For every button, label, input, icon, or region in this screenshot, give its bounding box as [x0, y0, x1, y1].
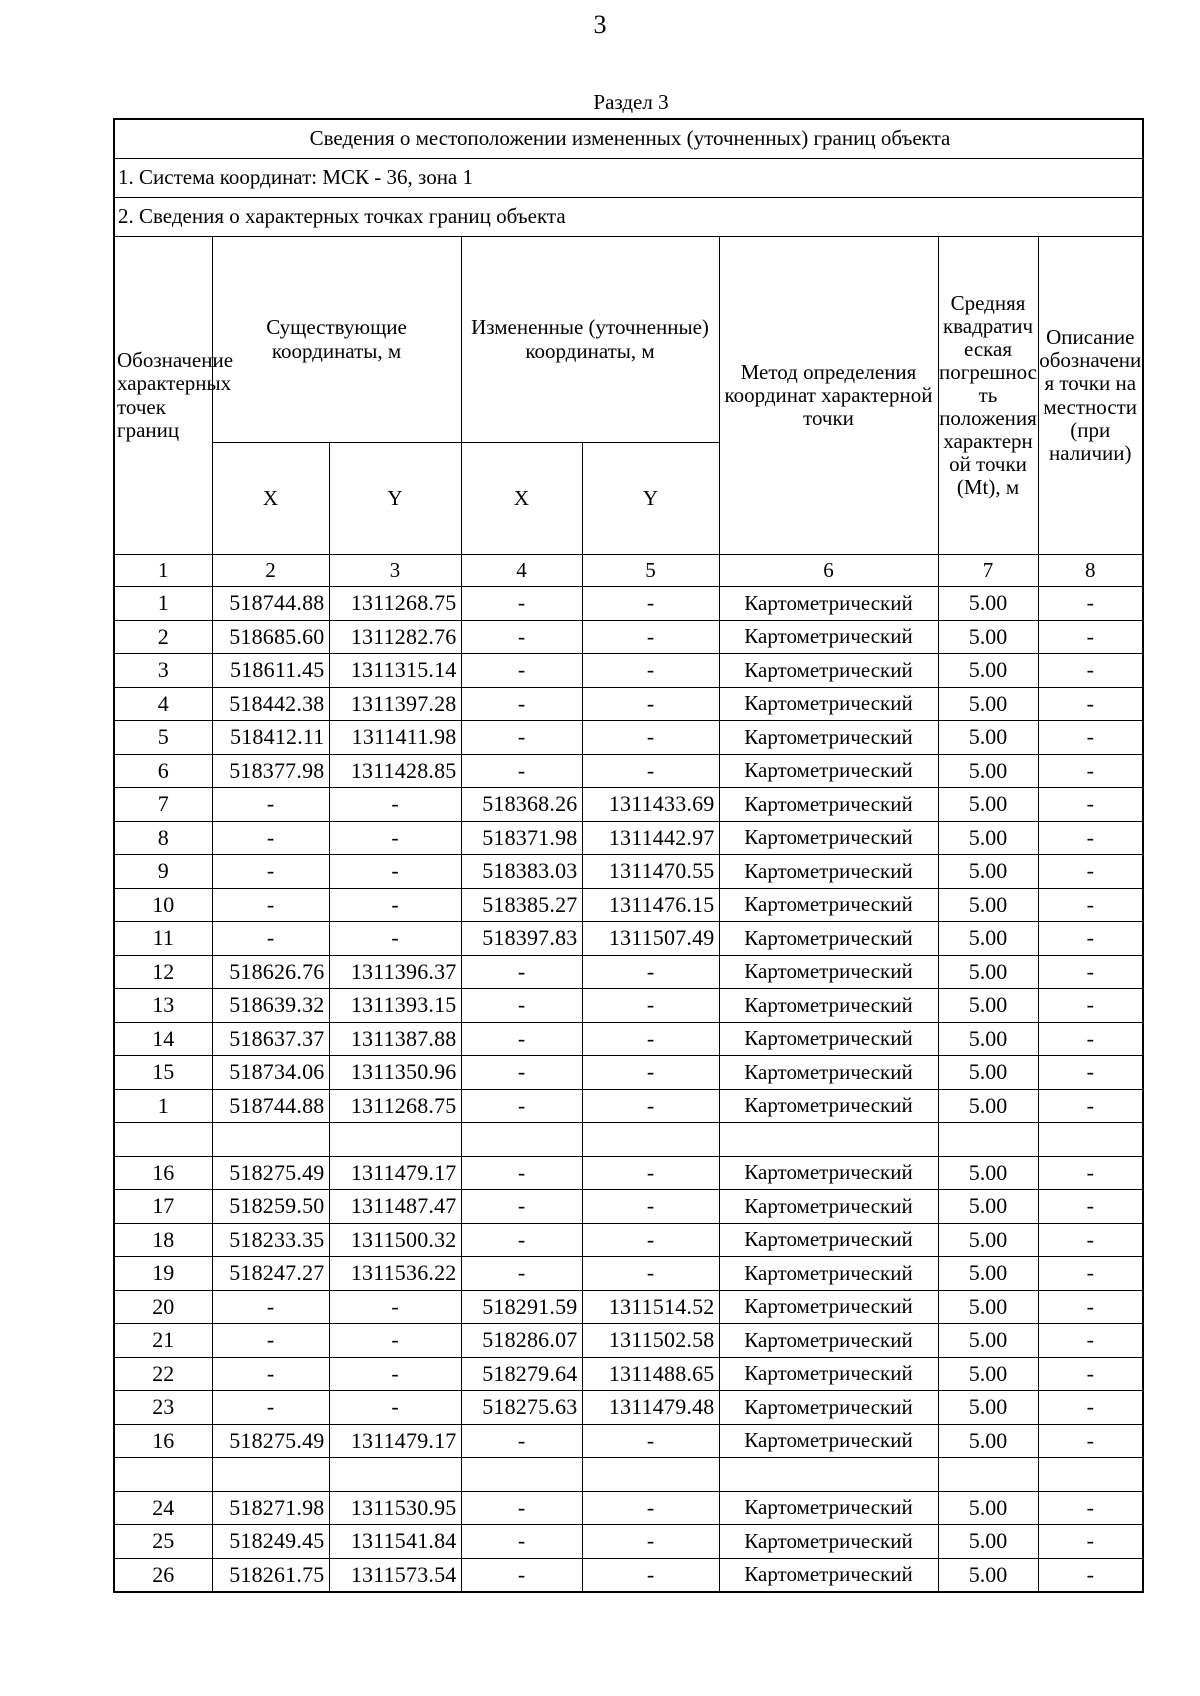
coord-system: 1. Система координат: МСК - 36, зона 1 [114, 159, 1143, 198]
cell-method: Картометрический [719, 721, 938, 755]
header-changed-coords: Измененные (уточненные) координаты, м [461, 237, 719, 443]
cell-error: 5.00 [938, 1156, 1038, 1190]
table-row [114, 687, 1143, 721]
cell-existing-y: 1311479.17 [329, 1156, 461, 1190]
cell-error: 5.00 [938, 821, 1038, 855]
table-row [114, 989, 1143, 1023]
table-body [114, 587, 1143, 1593]
cell-existing-y: - [329, 788, 461, 822]
cell-existing-x: 518247.27 [212, 1257, 329, 1291]
cell-description: - [1038, 1156, 1143, 1190]
cell-error: 5.00 [938, 1257, 1038, 1291]
cell-existing-y: 1311393.15 [329, 989, 461, 1023]
cell-existing-y: 1311487.47 [329, 1190, 461, 1224]
cell-method: Картометрический [719, 955, 938, 989]
cell-existing-x: 518275.49 [212, 1424, 329, 1458]
cell-error: 5.00 [938, 788, 1038, 822]
header-error: Средняя квадратическая погрешность положения характерной точки (Mt), м [938, 237, 1038, 555]
cell-existing-x: 518639.32 [212, 989, 329, 1023]
cell-error: 5.00 [938, 1357, 1038, 1391]
cell-existing-x: 518377.98 [212, 754, 329, 788]
cell-changed-y: - [582, 587, 719, 621]
cell-changed-x: 518279.64 [461, 1357, 582, 1391]
cell-description: - [1038, 721, 1143, 755]
column-number: 4 [461, 555, 582, 587]
cell-point-number: 24 [114, 1491, 212, 1525]
cell-existing-x: 518611.45 [212, 654, 329, 688]
cell-error: 5.00 [938, 922, 1038, 956]
cell-description: - [1038, 1022, 1143, 1056]
cell-changed-x: - [461, 1223, 582, 1257]
cell-error: 5.00 [938, 1022, 1038, 1056]
cell-error: 5.00 [938, 721, 1038, 755]
cell-existing-y [329, 1458, 461, 1492]
cell-existing-x: 518259.50 [212, 1190, 329, 1224]
column-number: 5 [582, 555, 719, 587]
cell-description: - [1038, 989, 1143, 1023]
cell-description [1038, 1123, 1143, 1157]
table-row [114, 788, 1143, 822]
cell-changed-y: 1311433.69 [582, 788, 719, 822]
cell-existing-y: 1311530.95 [329, 1491, 461, 1525]
cell-point-number: 2 [114, 620, 212, 654]
cell-existing-x: - [212, 821, 329, 855]
cell-existing-x: 518271.98 [212, 1491, 329, 1525]
cell-changed-y: - [582, 1156, 719, 1190]
cell-point-number: 13 [114, 989, 212, 1023]
cell-method: Картометрический [719, 1491, 938, 1525]
cell-point-number: 26 [114, 1558, 212, 1592]
cell-existing-x: 518412.11 [212, 721, 329, 755]
cell-point-number: 16 [114, 1424, 212, 1458]
cell-existing-x: - [212, 888, 329, 922]
cell-existing-y: - [329, 1391, 461, 1425]
cell-existing-y: 1311396.37 [329, 955, 461, 989]
cell-changed-y: - [582, 687, 719, 721]
table-row [114, 821, 1143, 855]
cell-point-number [114, 1458, 212, 1492]
cell-changed-y: 1311514.52 [582, 1290, 719, 1324]
cell-changed-y: - [582, 1257, 719, 1291]
cell-method: Картометрический [719, 587, 938, 621]
cell-existing-y: 1311428.85 [329, 754, 461, 788]
table-row [114, 1290, 1143, 1324]
cell-error: 5.00 [938, 1089, 1038, 1123]
table-title: Сведения о местоположении измененных (уточненных) границ объекта [114, 119, 1143, 159]
cell-changed-x: - [461, 721, 582, 755]
cell-changed-y: - [582, 1056, 719, 1090]
cell-changed-x: - [461, 1156, 582, 1190]
table-row [114, 922, 1143, 956]
cell-description: - [1038, 922, 1143, 956]
cell-existing-y: 1311282.76 [329, 620, 461, 654]
cell-method: Картометрический [719, 922, 938, 956]
cell-changed-y: 1311507.49 [582, 922, 719, 956]
header-method: Метод определения координат характерной точки [719, 237, 938, 555]
table-row [114, 1123, 1143, 1157]
points-title: 2. Сведения о характерных точках границ объекта [114, 198, 1143, 237]
cell-changed-y: - [582, 1089, 719, 1123]
cell-error: 5.00 [938, 1391, 1038, 1425]
cell-existing-x: - [212, 1391, 329, 1425]
cell-existing-x: 518637.37 [212, 1022, 329, 1056]
cell-existing-y: 1311573.54 [329, 1558, 461, 1592]
cell-description: - [1038, 888, 1143, 922]
cell-error: 5.00 [938, 587, 1038, 621]
cell-changed-y: - [582, 1022, 719, 1056]
boundary-points-table [113, 118, 1144, 1593]
column-number: 6 [719, 555, 938, 587]
cell-method: Картометрический [719, 888, 938, 922]
cell-changed-x: 518383.03 [461, 855, 582, 889]
cell-description: - [1038, 955, 1143, 989]
cell-point-number: 3 [114, 654, 212, 688]
cell-error: 5.00 [938, 1290, 1038, 1324]
cell-description: - [1038, 1424, 1143, 1458]
column-number: 8 [1038, 555, 1143, 587]
table-row [114, 1089, 1143, 1123]
table-row [114, 888, 1143, 922]
cell-existing-y: 1311350.96 [329, 1056, 461, 1090]
cell-existing-y: - [329, 821, 461, 855]
cell-description: - [1038, 1056, 1143, 1090]
cell-description: - [1038, 1089, 1143, 1123]
cell-changed-y: - [582, 955, 719, 989]
cell-error: 5.00 [938, 1223, 1038, 1257]
cell-changed-x: 518275.63 [461, 1391, 582, 1425]
cell-error: 5.00 [938, 687, 1038, 721]
cell-point-number: 1 [114, 1089, 212, 1123]
column-number: 2 [212, 555, 329, 587]
cell-error: 5.00 [938, 989, 1038, 1023]
cell-changed-x: 518291.59 [461, 1290, 582, 1324]
cell-existing-y: 1311541.84 [329, 1525, 461, 1559]
table-row [114, 1022, 1143, 1056]
table-row [114, 721, 1143, 755]
cell-existing-x: 518261.75 [212, 1558, 329, 1592]
header-existing-x: X [212, 443, 329, 555]
cell-error: 5.00 [938, 1324, 1038, 1358]
cell-point-number: 10 [114, 888, 212, 922]
cell-changed-y: 1311502.58 [582, 1324, 719, 1358]
cell-changed-y: - [582, 1424, 719, 1458]
cell-changed-y: - [582, 1190, 719, 1224]
cell-method: Картометрический [719, 821, 938, 855]
cell-changed-x: - [461, 1257, 582, 1291]
cell-point-number: 5 [114, 721, 212, 755]
cell-changed-x: 518371.98 [461, 821, 582, 855]
cell-method: Картометрический [719, 1223, 938, 1257]
cell-changed-y: 1311476.15 [582, 888, 719, 922]
cell-changed-x: - [461, 1525, 582, 1559]
cell-existing-x: - [212, 922, 329, 956]
cell-existing-x: 518734.06 [212, 1056, 329, 1090]
table-row [114, 1424, 1143, 1458]
cell-point-number: 15 [114, 1056, 212, 1090]
cell-existing-y: - [329, 1324, 461, 1358]
cell-existing-x: 518233.35 [212, 1223, 329, 1257]
cell-error: 5.00 [938, 955, 1038, 989]
cell-changed-y: - [582, 654, 719, 688]
cell-existing-x: 518442.38 [212, 687, 329, 721]
cell-changed-x: - [461, 989, 582, 1023]
cell-changed-y: 1311479.48 [582, 1391, 719, 1425]
header-description: Описание обозначения точки на местности (при наличии) [1038, 237, 1143, 555]
cell-changed-x: - [461, 1558, 582, 1592]
cell-changed-y: 1311442.97 [582, 821, 719, 855]
cell-changed-y: - [582, 754, 719, 788]
cell-point-number: 18 [114, 1223, 212, 1257]
cell-description: - [1038, 1525, 1143, 1559]
column-number: 7 [938, 555, 1038, 587]
cell-changed-x [461, 1458, 582, 1492]
cell-method: Картометрический [719, 754, 938, 788]
cell-method [719, 1123, 938, 1157]
cell-existing-y: - [329, 922, 461, 956]
cell-changed-y: - [582, 989, 719, 1023]
cell-description: - [1038, 754, 1143, 788]
cell-description: - [1038, 654, 1143, 688]
cell-error: 5.00 [938, 1491, 1038, 1525]
cell-existing-y [329, 1123, 461, 1157]
cell-description: - [1038, 1257, 1143, 1291]
cell-method: Картометрический [719, 1089, 938, 1123]
cell-point-number: 25 [114, 1525, 212, 1559]
cell-changed-y: - [582, 721, 719, 755]
cell-existing-y: 1311268.75 [329, 1089, 461, 1123]
cell-point-number: 16 [114, 1156, 212, 1190]
cell-error [938, 1123, 1038, 1157]
cell-existing-y: 1311411.98 [329, 721, 461, 755]
cell-point-number: 6 [114, 754, 212, 788]
cell-point-number: 9 [114, 855, 212, 889]
table-row [114, 1558, 1143, 1592]
cell-method: Картометрический [719, 1424, 938, 1458]
cell-error [938, 1458, 1038, 1492]
cell-description: - [1038, 687, 1143, 721]
cell-existing-y: - [329, 1290, 461, 1324]
cell-point-number: 23 [114, 1391, 212, 1425]
cell-error: 5.00 [938, 1056, 1038, 1090]
cell-changed-x: - [461, 955, 582, 989]
cell-changed-x: 518368.26 [461, 788, 582, 822]
table-row [114, 1525, 1143, 1559]
cell-existing-x: - [212, 788, 329, 822]
cell-existing-x: 518275.49 [212, 1156, 329, 1190]
header-existing-coords: Существующие координаты, м [212, 237, 461, 443]
cell-method: Картометрический [719, 1190, 938, 1224]
cell-changed-y [582, 1123, 719, 1157]
table-row [114, 1223, 1143, 1257]
table-row [114, 1458, 1143, 1492]
table-row [114, 855, 1143, 889]
cell-changed-x: - [461, 620, 582, 654]
cell-changed-x: 518397.83 [461, 922, 582, 956]
cell-method: Картометрический [719, 620, 938, 654]
cell-existing-x: - [212, 1324, 329, 1358]
cell-point-number: 4 [114, 687, 212, 721]
cell-existing-y: 1311536.22 [329, 1257, 461, 1291]
cell-method: Картометрический [719, 1525, 938, 1559]
cell-description: - [1038, 1290, 1143, 1324]
cell-changed-x: - [461, 654, 582, 688]
cell-point-number: 12 [114, 955, 212, 989]
cell-point-number: 20 [114, 1290, 212, 1324]
cell-method: Картометрический [719, 1357, 938, 1391]
cell-method: Картометрический [719, 1290, 938, 1324]
cell-description: - [1038, 587, 1143, 621]
cell-point-number: 14 [114, 1022, 212, 1056]
cell-description [1038, 1458, 1143, 1492]
cell-changed-y: - [582, 1223, 719, 1257]
cell-method: Картометрический [719, 1257, 938, 1291]
cell-description: - [1038, 821, 1143, 855]
cell-changed-x: - [461, 1022, 582, 1056]
table-row [114, 1391, 1143, 1425]
cell-changed-x: - [461, 1056, 582, 1090]
table-row [114, 1056, 1143, 1090]
table-row [114, 1257, 1143, 1291]
cell-point-number: 22 [114, 1357, 212, 1391]
cell-existing-y: - [329, 1357, 461, 1391]
cell-error: 5.00 [938, 1190, 1038, 1224]
table-row [114, 1491, 1143, 1525]
cell-error: 5.00 [938, 654, 1038, 688]
header-changed-y: Y [582, 443, 719, 555]
cell-existing-x: 518685.60 [212, 620, 329, 654]
cell-description: - [1038, 1190, 1143, 1224]
cell-method: Картометрический [719, 687, 938, 721]
cell-existing-y: 1311387.88 [329, 1022, 461, 1056]
cell-method: Картометрический [719, 1056, 938, 1090]
cell-changed-y: - [582, 1558, 719, 1592]
cell-error: 5.00 [938, 855, 1038, 889]
cell-existing-x [212, 1458, 329, 1492]
cell-error: 5.00 [938, 1525, 1038, 1559]
page-number: 3 [593, 10, 607, 39]
cell-changed-y: 1311470.55 [582, 855, 719, 889]
table-row [114, 1357, 1143, 1391]
cell-changed-y [582, 1458, 719, 1492]
header-changed-x: X [461, 443, 582, 555]
cell-changed-x: - [461, 687, 582, 721]
cell-method: Картометрический [719, 1558, 938, 1592]
cell-existing-x: - [212, 855, 329, 889]
cell-changed-y: 1311488.65 [582, 1357, 719, 1391]
table-row [114, 1156, 1143, 1190]
cell-changed-x: - [461, 587, 582, 621]
cell-description: - [1038, 855, 1143, 889]
cell-description: - [1038, 1223, 1143, 1257]
cell-error: 5.00 [938, 888, 1038, 922]
cell-changed-x [461, 1123, 582, 1157]
cell-description: - [1038, 1324, 1143, 1358]
table-row [114, 654, 1143, 688]
cell-description: - [1038, 1491, 1143, 1525]
cell-error: 5.00 [938, 754, 1038, 788]
cell-changed-x: 518286.07 [461, 1324, 582, 1358]
cell-point-number: 17 [114, 1190, 212, 1224]
cell-existing-y: 1311500.32 [329, 1223, 461, 1257]
cell-method: Картометрический [719, 788, 938, 822]
column-number: 1 [114, 555, 212, 587]
cell-changed-x: - [461, 1424, 582, 1458]
column-numbers-row [114, 555, 1143, 587]
table-row [114, 955, 1143, 989]
header-existing-y: Y [329, 443, 461, 555]
cell-method: Картометрический [719, 1391, 938, 1425]
cell-existing-y: - [329, 855, 461, 889]
cell-point-number: 8 [114, 821, 212, 855]
cell-existing-x: - [212, 1357, 329, 1391]
cell-method [719, 1458, 938, 1492]
cell-existing-x: 518744.88 [212, 1089, 329, 1123]
cell-error: 5.00 [938, 1424, 1038, 1458]
cell-point-number: 7 [114, 788, 212, 822]
table-row [114, 587, 1143, 621]
cell-point-number [114, 1123, 212, 1157]
cell-existing-y: 1311397.28 [329, 687, 461, 721]
cell-method: Картометрический [719, 855, 938, 889]
cell-changed-x: - [461, 754, 582, 788]
cell-existing-y: - [329, 888, 461, 922]
cell-existing-y: 1311268.75 [329, 587, 461, 621]
cell-changed-y: - [582, 1491, 719, 1525]
cell-existing-x: - [212, 1290, 329, 1324]
table-row [114, 754, 1143, 788]
cell-changed-x: - [461, 1089, 582, 1123]
cell-existing-y: 1311315.14 [329, 654, 461, 688]
cell-method: Картометрический [719, 654, 938, 688]
table-row [114, 620, 1143, 654]
header-designation: Обозначение характерных точек границ [114, 237, 212, 555]
section-title: Раздел 3 [593, 90, 669, 114]
cell-error: 5.00 [938, 620, 1038, 654]
cell-description: - [1038, 788, 1143, 822]
cell-changed-y: - [582, 620, 719, 654]
cell-changed-x: 518385.27 [461, 888, 582, 922]
cell-point-number: 1 [114, 587, 212, 621]
cell-existing-x: 518744.88 [212, 587, 329, 621]
cell-existing-y: 1311479.17 [329, 1424, 461, 1458]
cell-method: Картометрический [719, 1324, 938, 1358]
column-number: 3 [329, 555, 461, 587]
table-row [114, 1324, 1143, 1358]
cell-error: 5.00 [938, 1558, 1038, 1592]
cell-changed-y: - [582, 1525, 719, 1559]
cell-existing-x [212, 1123, 329, 1157]
cell-method: Картометрический [719, 989, 938, 1023]
cell-changed-x: - [461, 1491, 582, 1525]
cell-description: - [1038, 1558, 1143, 1592]
cell-changed-x: - [461, 1190, 582, 1224]
table-row [114, 1190, 1143, 1224]
cell-point-number: 21 [114, 1324, 212, 1358]
cell-method: Картометрический [719, 1156, 938, 1190]
cell-existing-x: 518626.76 [212, 955, 329, 989]
cell-method: Картометрический [719, 1022, 938, 1056]
cell-description: - [1038, 1391, 1143, 1425]
cell-point-number: 19 [114, 1257, 212, 1291]
cell-description: - [1038, 1357, 1143, 1391]
cell-existing-x: 518249.45 [212, 1525, 329, 1559]
cell-point-number: 11 [114, 922, 212, 956]
cell-description: - [1038, 620, 1143, 654]
